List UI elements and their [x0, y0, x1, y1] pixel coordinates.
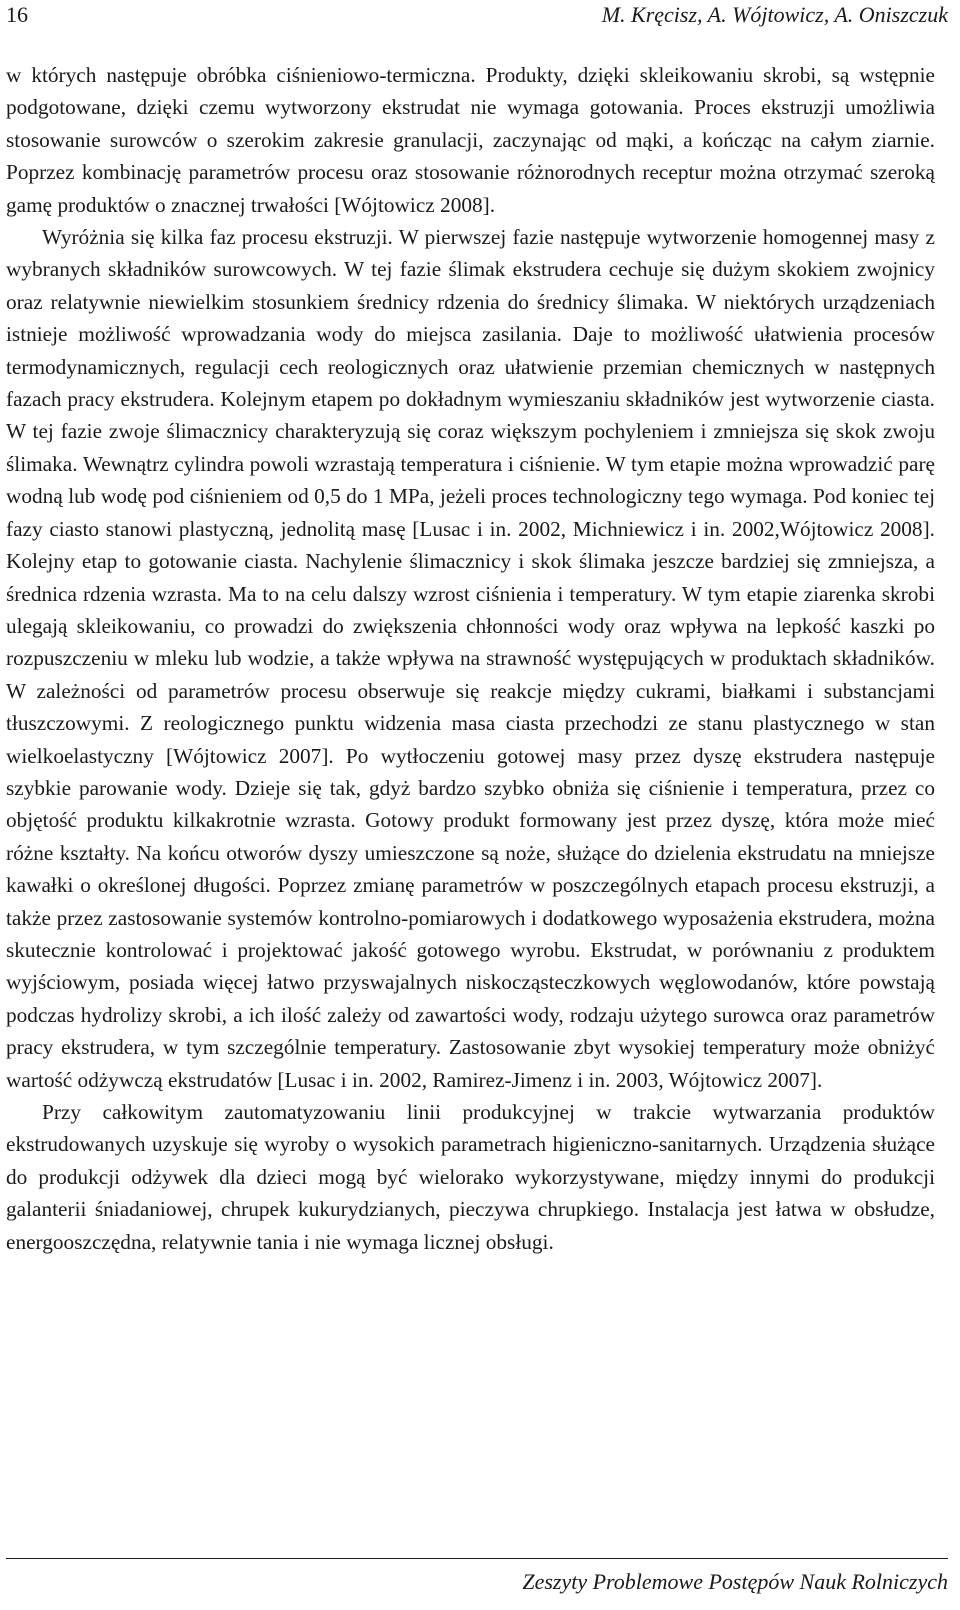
paragraph-extrusion-phases: Wyróżnia się kilka faz procesu ekstruzji. W pierwszej fazie następuje wytworzenie homogennej masy z wybranych składników surowcowych. W tej fazie ślimak ekstrudera cechuje się dużym skokiem zwojnicy oraz relatywnie niewielkim stosunkiem średnicy rdzenia do średnicy ślimaka. W niektórych urządzeniach istnieje możliwość wprowadzania wody do miejsca zasilania. Daje to możliwość ułatwienia procesów termodynamicznych, regulacji cech reologicznych oraz ułatwienie przemian chemicznych w następnych fazach pracy ekstrudera. Kolejnym etapem po dokładnym wymieszaniu składników jest wytworzenie ciasta. W tej fazie zwoje ślimacznicy charakteryzują się coraz większym pochyleniem i zmniejsza się skok zwoju ślimaka. Wewnątrz cylindra powoli wzrastają temperatura i ciśnienie. W tym etapie można wprowadzić parę wodną lub wodę pod ciśnieniem od 0,5 do 1 MPa, jeżeli proces technologiczny tego wymaga. Pod koniec tej fazy ciasto stanowi plastyczną, jednolitą masę [Lusac i in. 2002, Michniewicz i in. 2002,Wójtowicz 2008]. Kolejny etap to gotowanie ciasta. Nachylenie ślimacznicy i skok ślimaka jeszcze bardziej się zmniejsza, a średnica rdzenia wzrasta. Ma to na celu dalszy wzrost ciśnienia i temperatury. W tym etapie ziarenka skrobi ulegają skleikowaniu, co prowadzi do zwiększenia chłonności wody oraz wpływa na lepkość kaszki po rozpuszczeniu w mleku lub wodzie, a także wpływa na strawność występujących w produktach składników. W zależności od parametrów procesu obserwuje się reakcje między cukrami, białkami i substancjami tłuszczowymi. Z reologicznego punktu widzenia masa ciasta przechodzi ze stanu plastycznego w stan wielkoelastyczny [Wójtowicz 2007]. Po wytłoczeniu gotowej masy przez dyszę ekstrudera następuje szybkie parowanie wody. Dzieje się tak, gdyż bardzo szybko obniża się ciśnienie i temperatura, przez co objętość produktu kilkakrotnie wzrasta. Gotowy produkt formowany jest przez dyszę, która może mieć różne kształty. Na końcu otworów dyszy umieszczone są noże, służące do dzielenia ekstrudatu na mniejsze kawałki o określonej długości. Poprzez zmianę parametrów w poszczególnych etapach procesu ekstruzji, a także przez zastosowanie systemów kontrolno-pomiarowych i dodatkowego wyposażenia ekstrudera, można skutecznie kontrolować i projektować jakość gotowego wyrobu. Ekstrudat, w porównaniu z produktem wyjściowym, posiada więcej łatwo przyswajalnych niskocząsteczkowych węglowodanów, które powstają podczas hydrolizy skrobi, a ich ilość zależy od zawartości wody, rodzaju użytego surowca oraz parametrów pracy ekstrudera, w tym szczególnie temperatury. Zastosowanie zbyt wysokiej temperatury może obniżyć wartość odżywczą ekstrudatów [Lusac i in. 2002, Ramirez-Jimenz i in. 2003, Wójtowicz 2007]. — [6, 225, 935, 1092]
page-header — [6, 0, 948, 30]
paragraph-continuation: w których następuje obróbka ciśnieniowo-termiczna. Produkty, dzięki skleikowaniu skrobi, są wstępnie podgotowane, dzięki czemu wytworzony ekstrudat nie wymaga gotowania. Proces ekstruzji umożliwia stosowanie surowców o szerokim zakresie granulacji, zaczynając od mąki, a kończąc na całym ziarnie. Poprzez kombinację parametrów procesu oraz stosowanie różnorodnych receptur można otrzymać szeroką gamę produktów o znacznej trwałości [Wójtowicz 2008]. — [6, 63, 935, 217]
paragraph-automation: Przy całkowitym zautomatyzowaniu linii produkcyjnej w trakcie wytwarzania produktów ekstrudowanych uzyskuje się wyroby o wysokich parametrach higieniczno-sanitarnych. Urządzenia służące do produkcji odżywek dla dzieci mogą być wielorako wykorzystywane, między innymi do produkcji galanterii śniadaniowej, chrupek kukurydzianych, pieczywa chrupkiego. Instalacja jest łatwa w obsłudze, energooszczędna, relatywnie tania i nie wymaga licznej obsługi. — [6, 1100, 935, 1254]
article-body — [6, 59, 935, 1258]
page-number: 16 — [6, 2, 28, 27]
journal-footer: Zeszyty Problemowe Postępów Nauk Rolniczych — [522, 1569, 948, 1594]
running-head-authors: M. Kręcisz, A. Wójtowicz, A. Oniszczuk — [601, 2, 948, 27]
footer-divider — [6, 1558, 948, 1559]
